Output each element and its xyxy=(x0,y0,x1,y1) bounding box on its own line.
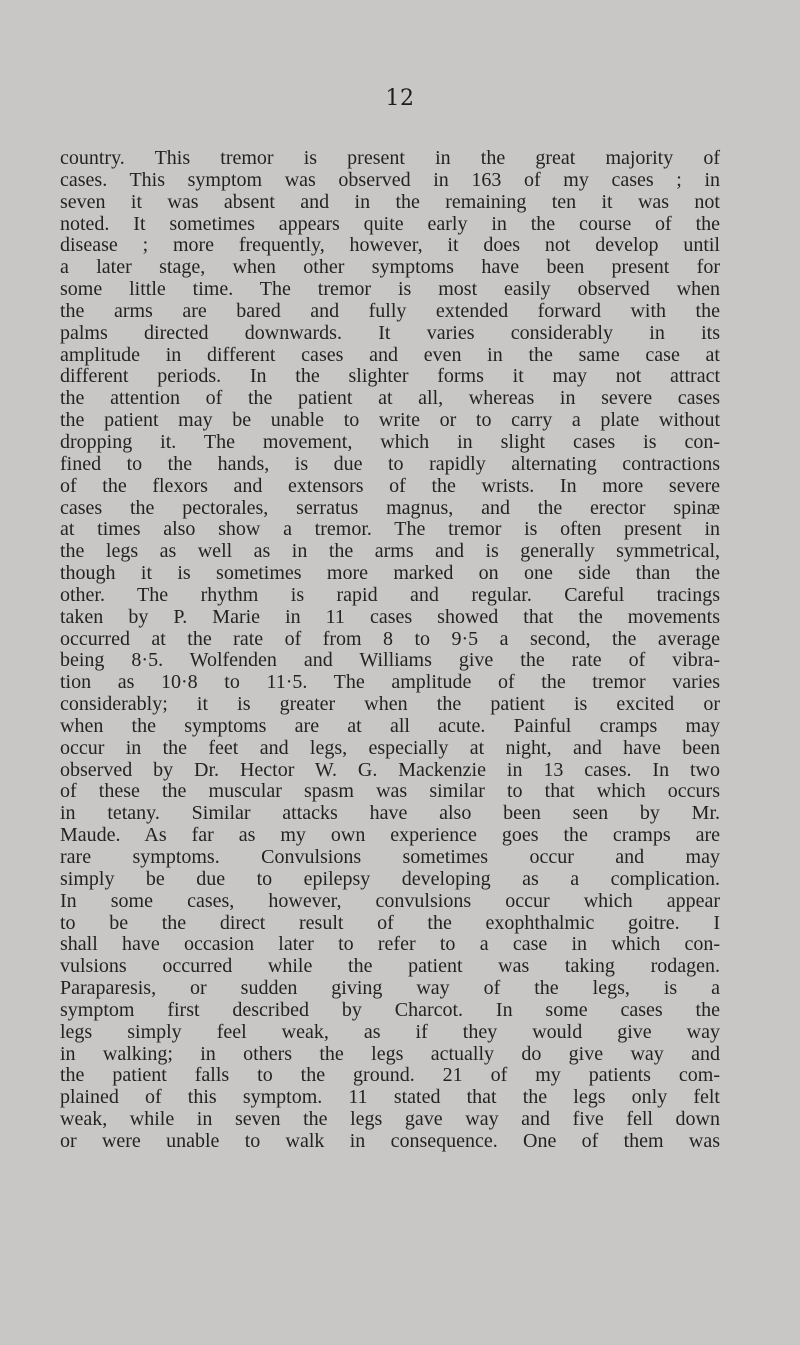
text-line: of these the muscular spasm was similar to that which occurs xyxy=(60,780,720,803)
text-line: palms directed downwards. It varies considerably in its xyxy=(60,321,720,344)
text-line: being 8·5. Wolfenden and Williams give the rate of vibra- xyxy=(60,649,720,672)
text-line: vulsions occurred while the patient was taking rodagen. xyxy=(60,955,720,978)
text-line: fined to the hands, is due to rapidly alternating contractions xyxy=(60,452,720,475)
text-line: to be the direct result of the exophthalmic goitre. I xyxy=(60,911,720,934)
text-line: different periods. In the slighter forms it may not attract xyxy=(60,365,720,388)
text-line: of the flexors and extensors of the wrists. In more severe xyxy=(60,474,720,497)
text-line: tion as 10·8 to 11·5. The amplitude of the tremor varies xyxy=(60,671,720,694)
text-line: Paraparesis, or sudden giving way of the legs, is a xyxy=(60,977,720,1000)
page-number: 12 xyxy=(385,86,415,111)
text-line: in tetany. Similar attacks have also been seen by Mr. xyxy=(60,802,720,825)
text-line: plained of this symptom. 11 stated that the legs only felt xyxy=(60,1086,720,1109)
text-line: cases. This symptom was observed in 163 of my cases ; in xyxy=(60,168,720,191)
text-line: occurred at the rate of from 8 to 9·5 a second, the average xyxy=(60,627,720,650)
text-line: dropping it. The movement, which in slight cases is con- xyxy=(60,430,720,453)
text-line: the patient may be unable to write or to carry a plate without xyxy=(60,409,720,432)
text-line: or were unable to walk in consequence. One of them was xyxy=(60,1129,720,1152)
text-line: disease ; more frequently, however, it does not develop until xyxy=(60,234,720,257)
text-line: a later stage, when other symptoms have been present for xyxy=(60,256,720,279)
text-line: the patient falls to the ground. 21 of my patients com- xyxy=(60,1064,720,1087)
text-line: seven it was absent and in the remaining ten it was not xyxy=(60,190,720,213)
text-line: the legs as well as in the arms and is generally symmetrical, xyxy=(60,540,720,563)
text-line: some little time. The tremor is most easily observed when xyxy=(60,278,720,301)
text-line: noted. It sometimes appears quite early in the course of the xyxy=(60,212,720,235)
text-line: legs simply feel weak, as if they would give way xyxy=(60,1020,720,1043)
text-line: cases the pectorales, serratus magnus, and the erector spinæ xyxy=(60,496,720,519)
text-line: observed by Dr. Hector W. G. Mackenzie in 13 cases. In two xyxy=(60,758,720,781)
text-line: considerably; it is greater when the patient is excited or xyxy=(60,693,720,716)
text-line: shall have occasion later to refer to a case in which con- xyxy=(60,933,720,956)
text-line: symptom first described by Charcot. In some cases the xyxy=(60,998,720,1021)
text-line: the arms are bared and fully extended forward with the xyxy=(60,299,720,322)
text-line: taken by P. Marie in 11 cases showed that the movements xyxy=(60,605,720,628)
text-line: the attention of the patient at all, whereas in severe cases xyxy=(60,387,720,410)
text-line: other. The rhythm is rapid and regular. Careful tracings xyxy=(60,583,720,606)
text-line: In some cases, however, convulsions occur which appear xyxy=(60,889,720,912)
text-line: in walking; in others the legs actually do give way and xyxy=(60,1042,720,1065)
text-line: Maude. As far as my own experience goes the cramps are xyxy=(60,824,720,847)
text-line: country. This tremor is present in the great majority of xyxy=(60,147,720,169)
text-line: simply be due to epilepsy developing as a complication. xyxy=(60,867,720,890)
body-text xyxy=(60,148,720,1153)
text-line: rare symptoms. Convulsions sometimes occur and may xyxy=(60,846,720,868)
text-line: amplitude in different cases and even in the same case at xyxy=(60,343,720,366)
text-line: when the symptoms are at all acute. Painful cramps may xyxy=(60,714,720,737)
text-line: at times also show a tremor. The tremor is often present in xyxy=(60,518,720,541)
text-line: occur in the feet and legs, especially at night, and have been xyxy=(60,736,720,759)
text-line: weak, while in seven the legs gave way and five fell down xyxy=(60,1108,720,1131)
text-line: though it is sometimes more marked on one side than the xyxy=(60,562,720,585)
